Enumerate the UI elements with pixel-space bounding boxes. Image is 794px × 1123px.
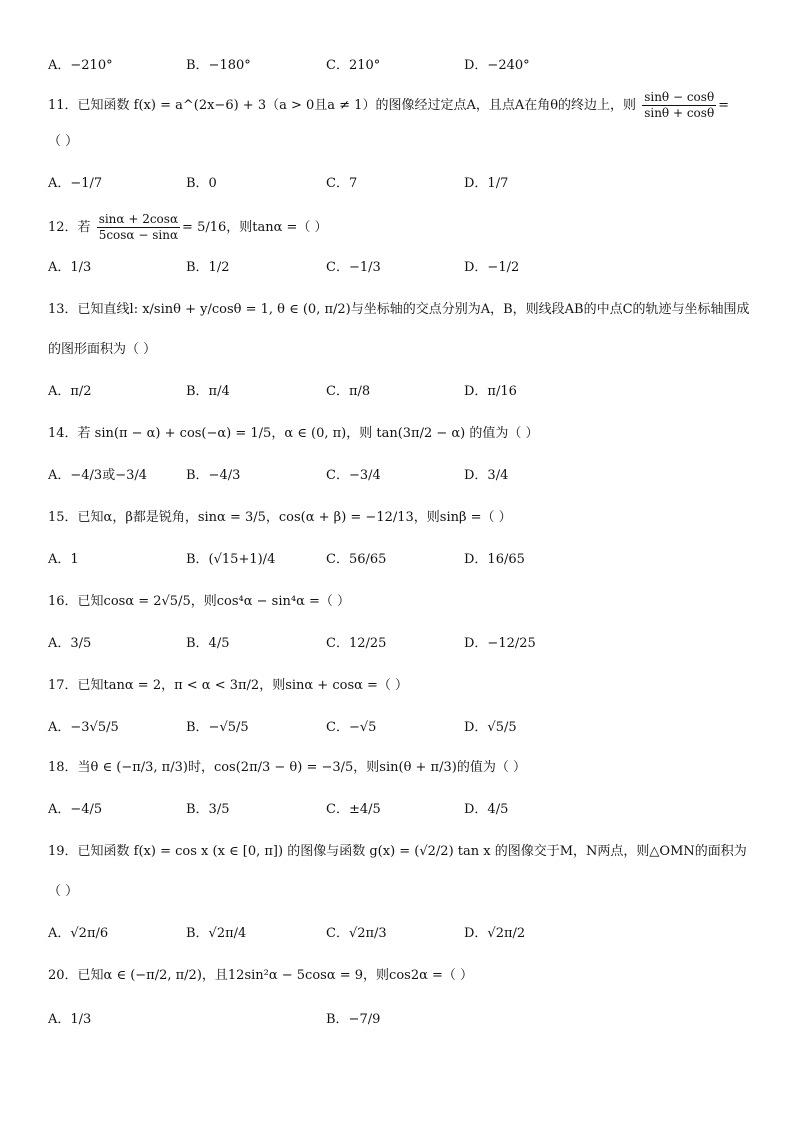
q18-option-d: D．4/5 — [464, 802, 509, 817]
q16-option-c: C．12/25 — [326, 636, 387, 651]
q19-option-c: C．√2π/3 — [326, 926, 387, 941]
q11-option-d: D．1/7 — [464, 176, 509, 191]
q10-option-d: D．−240° — [464, 58, 530, 73]
q13-option-b: B．π/4 — [186, 384, 230, 399]
q10-option-c: C．210° — [326, 58, 381, 73]
q11-stem-line — [48, 90, 729, 121]
q19-option-b: B．√2π/4 — [186, 926, 247, 941]
q16-option-d: D．−12/25 — [464, 636, 536, 651]
q14-option-b: B．−4/3 — [186, 468, 241, 483]
q13-stem: 13．已知直线l: x/sinθ + y/cosθ = 1, θ ∈ (0, π/2)与坐标轴的交点分别为A，B，则线段AB的中点C的轨迹与坐标轴围成 — [48, 302, 750, 317]
q11-equals: = — [718, 98, 730, 113]
q11-frac-den: sinθ + cosθ — [644, 106, 715, 120]
q12-frac-den: 5cosα − sinα — [98, 228, 179, 242]
q13-option-a: A．π/2 — [48, 384, 92, 399]
q18-option-a: A．−4/5 — [48, 802, 103, 817]
q16-option-b: B．4/5 — [186, 636, 230, 651]
q15-option-a: A．1 — [48, 552, 79, 567]
q11-paren: （ ） — [48, 134, 79, 149]
q12-stem-line — [48, 212, 328, 243]
q19-option-d: D．√2π/2 — [464, 926, 526, 941]
q20-option-a: A．1/3 — [48, 1012, 92, 1027]
q12-option-a: A．1/3 — [48, 260, 92, 275]
q12-fraction — [97, 212, 180, 243]
q10-option-b: B．−180° — [186, 58, 251, 73]
q15-option-d: D．16/65 — [464, 552, 525, 567]
q15-stem: 15．已知α，β都是锐角，sinα = 3/5，cos(α + β) = −12/13，则sinβ =（ ） — [48, 510, 512, 525]
q14-option-c: C．−3/4 — [326, 468, 381, 483]
q17-stem: 17．已知tanα = 2，π < α < 3π/2，则sinα + cosα =（ ） — [48, 678, 409, 693]
q12-stem-post: = 5/16，则tanα =（ ） — [182, 220, 328, 235]
q13-option-d: D．π/16 — [464, 384, 517, 399]
q17-option-b: B．−√5/5 — [186, 720, 249, 735]
q15-option-c: C．56/65 — [326, 552, 387, 567]
q14-option-a: A．−4/3或−3/4 — [48, 468, 148, 483]
q18-option-c: C．±4/5 — [326, 802, 381, 817]
q19-option-a: A．√2π/6 — [48, 926, 109, 941]
q11-frac-num: sinθ − cosθ — [644, 90, 715, 104]
q20-stem: 20．已知α ∈ (−π/2, π/2)，且12sin²α − 5cosα = 9，则cos2α =（ ） — [48, 968, 474, 983]
q15-option-b: B．(√15+1)/4 — [186, 552, 276, 567]
q12-option-c: C．−1/3 — [326, 260, 381, 275]
q16-option-a: A．3/5 — [48, 636, 92, 651]
q14-stem: 14．若 sin(π − α) + cos(−α) = 1/5，α ∈ (0, π)，则 tan(3π/2 − α) 的值为（ ） — [48, 426, 539, 441]
q17-option-c: C．−√5 — [326, 720, 377, 735]
q13-stem-2: 的图形面积为（ ） — [48, 342, 157, 357]
q10-option-a: A．−210° — [48, 58, 113, 73]
q14-option-d: D．3/4 — [464, 468, 509, 483]
q19-stem: 19．已知函数 f(x) = cos x (x ∈ [0, π]) 的图像与函数 g(x) = (√2/2) tan x 的图像交于M，N两点，则△OMN的面积为 — [48, 844, 747, 859]
q13-option-c: C．π/8 — [326, 384, 371, 399]
q18-option-b: B．3/5 — [186, 802, 230, 817]
q18-stem: 18．当θ ∈ (−π/3, π/3)时，cos(2π/3 − θ) = −3/5，则sin(θ + π/3)的值为（ ） — [48, 760, 526, 775]
q12-stem-pre: 12．若 — [48, 220, 91, 235]
q16-stem: 16．已知cosα = 2√5/5，则cos⁴α − sin⁴α =（ ） — [48, 594, 351, 609]
q17-option-d: D．√5/5 — [464, 720, 517, 735]
q11-fraction — [642, 90, 716, 121]
q17-option-a: A．−3√5/5 — [48, 720, 119, 735]
q11-option-a: A．−1/7 — [48, 176, 103, 191]
q11-option-b: B．0 — [186, 176, 217, 191]
q20-option-b: B．−7/9 — [326, 1012, 381, 1027]
q12-option-b: B．1/2 — [186, 260, 230, 275]
q19-paren: （ ） — [48, 884, 79, 899]
q11-stem: 11．已知函数 f(x) = a^(2x−6) + 3（a > 0且a ≠ 1）的图像经过定点A，且点A在角θ的终边上，则 — [48, 98, 637, 113]
q12-option-d: D．−1/2 — [464, 260, 520, 275]
q12-frac-num: sinα + 2cosα — [98, 212, 179, 226]
q11-option-c: C．7 — [326, 176, 358, 191]
